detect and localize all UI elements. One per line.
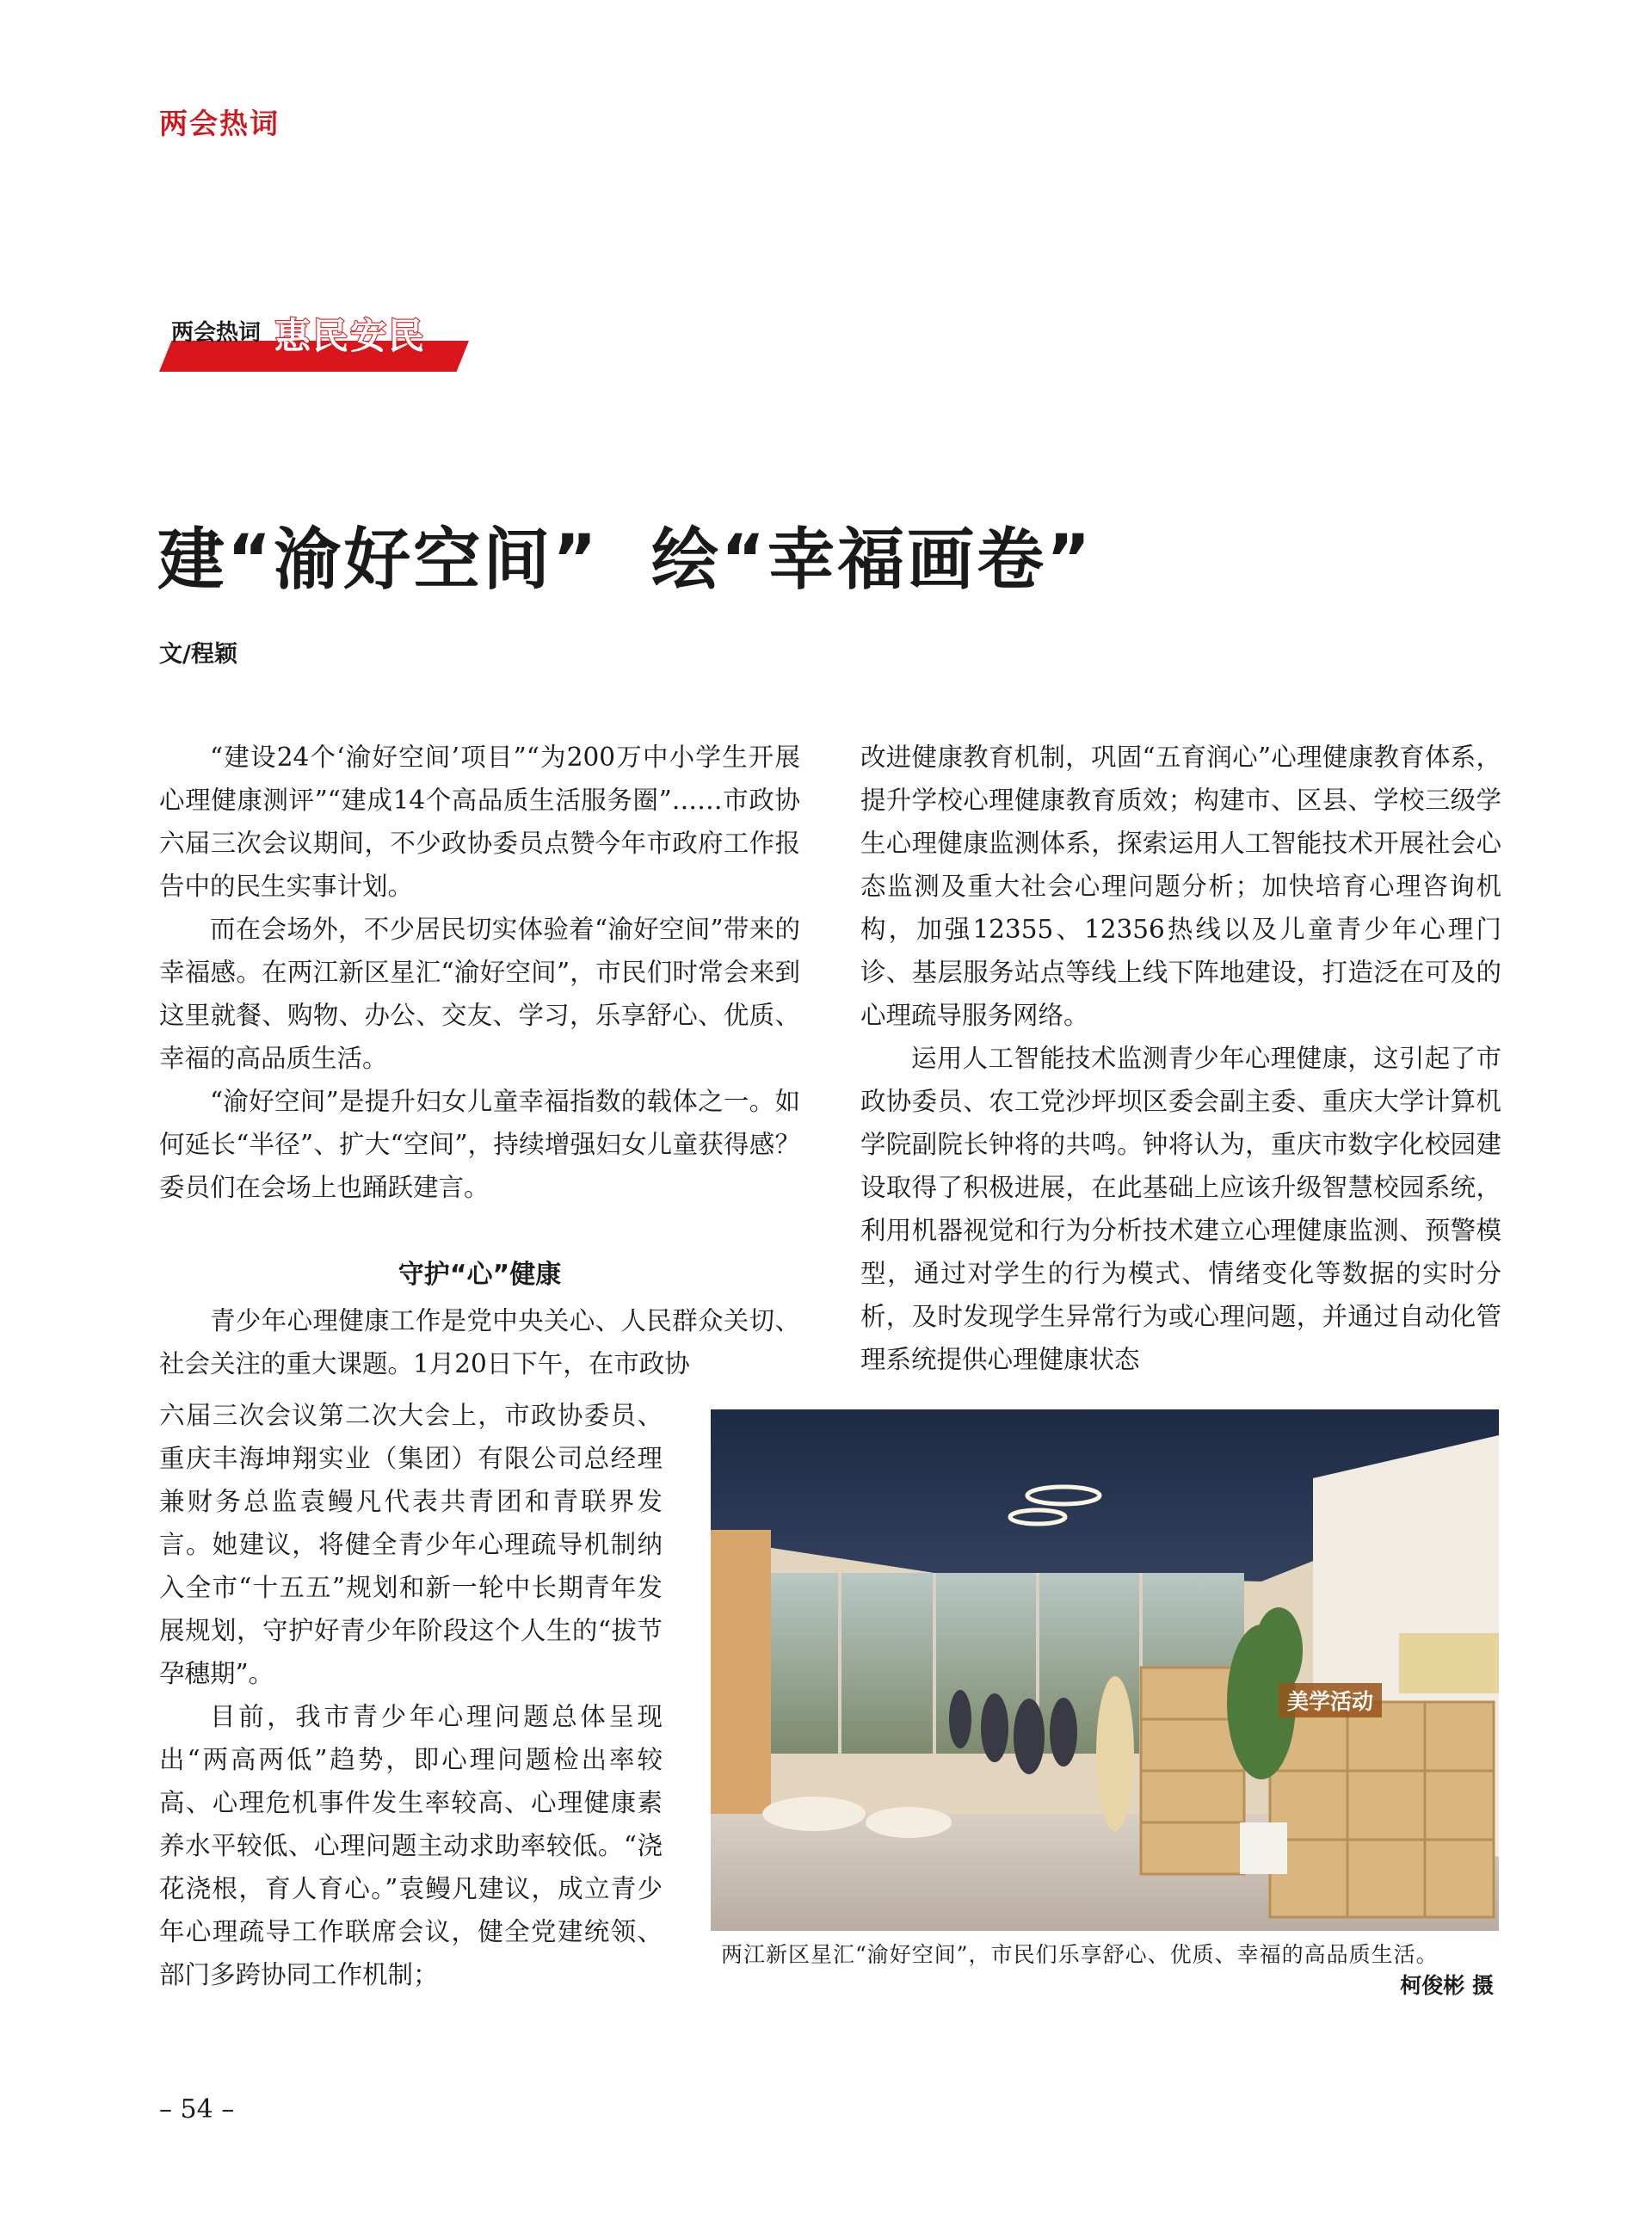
left-column-intro xyxy=(159,736,800,1209)
photo-credit: 柯俊彬 摄 xyxy=(1400,1973,1494,1998)
paragraph-continued: 改进健康教育机制，巩固“五育润心”心理健康教育体系，提升学校心理健康教育质效；构建市、区县、学校三级学生心理健康监测体系，探索运用人工智能技术开展社会心态监测及重大社会心理问题分析；加快培育心理咨询机构，加强12355、12356热线以及儿童青少年心理门诊、基层服务站点等线上线下阵地建设，打造泛在可及的心理疏导服务网络。 xyxy=(860,743,1501,1030)
left-column-section-start xyxy=(159,1299,800,1385)
tag-big-label: 惠民安民 xyxy=(274,315,427,357)
paragraph-continued: 六届三次会议第二次大会上，市政协委员、重庆丰海坤翔实业（集团）有限公司总经理兼财务总监袁鳗凡代表共青团和青联界发言。她建议，将健全青少年心理疏导机制纳入全市“十五五”规划和新一轮中长期青年发展规划，守护好青少年阶段这个人生的“拔节孕穗期”。 xyxy=(159,1401,663,1688)
paragraph: 目前，我市青少年心理问题总体呈现出“两高两低”趋势，即心理问题检出率较高、心理危机事件发生率较高、心理健康素养水平较低、心理问题主动求助率较低。“浇花浇根，育人育心。”袁鳗凡建议，成立青少年心理疏导工作联席会议，健全党建统领、部门多跨协同工作机制； xyxy=(159,1702,663,1989)
paragraph: 运用人工智能技术监测青少年心理健康，这引起了市政协委员、农工党沙坪坝区委会副主委、重庆大学计算机学院副院长钟将的共鸣。钟将认为，重庆市数字化校园建设取得了积极进展，在此基础上应该升级智慧校园系统，利用机器视觉和行为分析技术建立心理健康监测、预警模型，通过对学生的行为模式、情绪变化等数据的实时分析，及时发现学生异常行为或心理问题，并通过自动化管理系统提供心理健康状态 xyxy=(860,1044,1501,1374)
article-title: 建“渝好空间” 绘“幸福画卷” xyxy=(157,521,1094,599)
photo-caption: 两江新区星汇“渝好空间”，市民们乐享舒心、优质、幸福的高品质生活。 xyxy=(721,1942,1439,1967)
photo-sign-label: 美学活动 xyxy=(1279,1683,1382,1717)
right-column xyxy=(860,736,1501,1381)
section-subheading: 守护“心”健康 xyxy=(398,1260,562,1290)
running-head: 两会热词 xyxy=(159,107,280,140)
paragraph: “建设24个‘渝好空间’项目”“为200万中小学生开展心理健康测评”“建成14个高品质生活服务圈”……市政协六届三次会议期间，不少政协委员点赞今年市政府工作报告中的民生实事计划。 xyxy=(159,743,800,901)
page-number: – 54 – xyxy=(159,2094,235,2124)
article-photo xyxy=(711,1409,1499,1931)
photo-illustration xyxy=(711,1409,1499,1931)
tag-small-label: 两会热词 xyxy=(171,320,262,346)
byline: 文/程颖 xyxy=(159,641,237,668)
left-column-wrapped xyxy=(159,1394,663,1996)
paragraph: 而在会场外，不少居民切实体验着“渝好空间”带来的幸福感。在两江新区星汇“渝好空间”，市民们时常会来到这里就餐、购物、办公、交友、学习，乐享舒心、优质、幸福的高品质生活。 xyxy=(159,915,800,1073)
paragraph: “渝好空间”是提升妇女儿童幸福指数的载体之一。如何延长“半径”、扩大“空间”，持续增强妇女儿童获得感？委员们在会场上也踊跃建言。 xyxy=(159,1087,800,1202)
topic-tag-banner xyxy=(159,310,469,372)
paragraph: 青少年心理健康工作是党中央关心、人民群众关切、社会关注的重大课题。1月20日下午，在市政协 xyxy=(159,1306,800,1378)
